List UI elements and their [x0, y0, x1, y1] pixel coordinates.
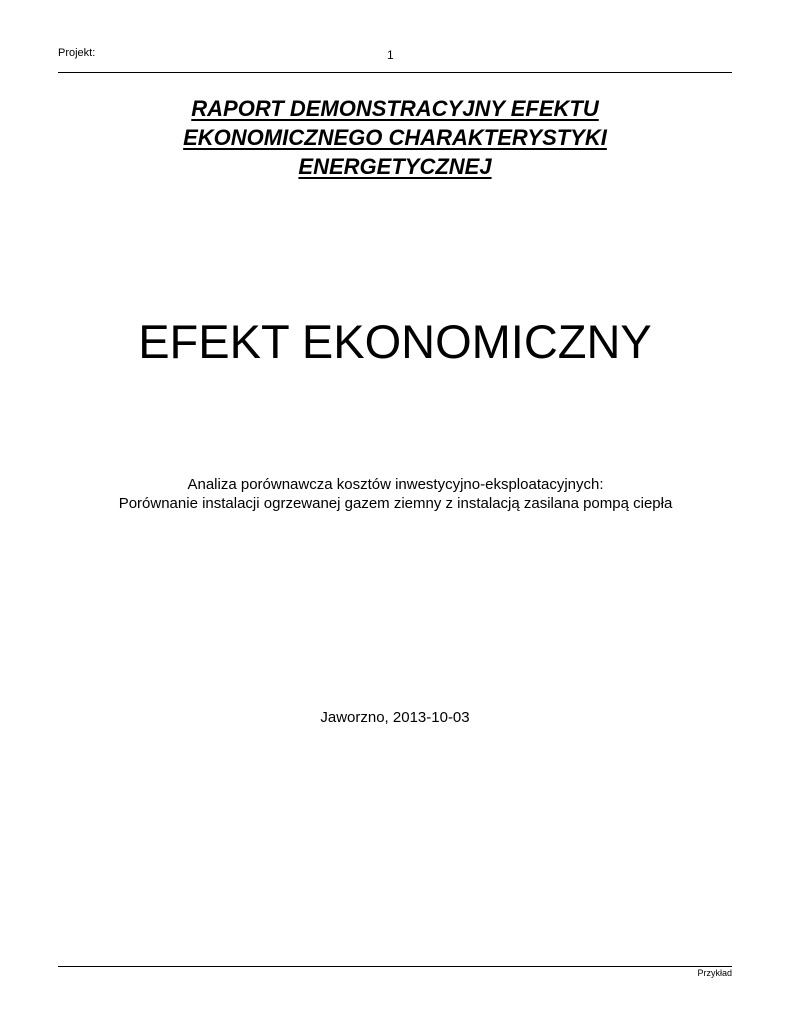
header-divider	[58, 72, 732, 73]
subtitle	[40, 475, 751, 513]
page-number: 1	[387, 48, 394, 62]
subtitle-line: Analiza porównawcza kosztów inwestycyjno-eksploatacyjnych:	[187, 476, 604, 493]
main-heading: EFEKT EKONOMICZNY	[138, 315, 652, 368]
footer-label: Przykład	[697, 968, 732, 978]
report-title	[58, 94, 732, 181]
place-and-date: Jaworzno, 2013-10-03	[320, 709, 470, 726]
footer-divider	[58, 966, 732, 967]
report-title-line: EKONOMICZNEGO CHARAKTERYSTYKI	[183, 125, 607, 150]
project-label: Projekt:	[58, 47, 96, 59]
report-title-line: RAPORT DEMONSTRACYJNY EFEKTU	[191, 96, 599, 121]
report-title-line: ENERGETYCZNEJ	[298, 154, 492, 179]
subtitle-line: Porównanie instalacji ogrzewanej gazem ziemny z instalacją zasilana pompą ciepła	[118, 495, 673, 512]
